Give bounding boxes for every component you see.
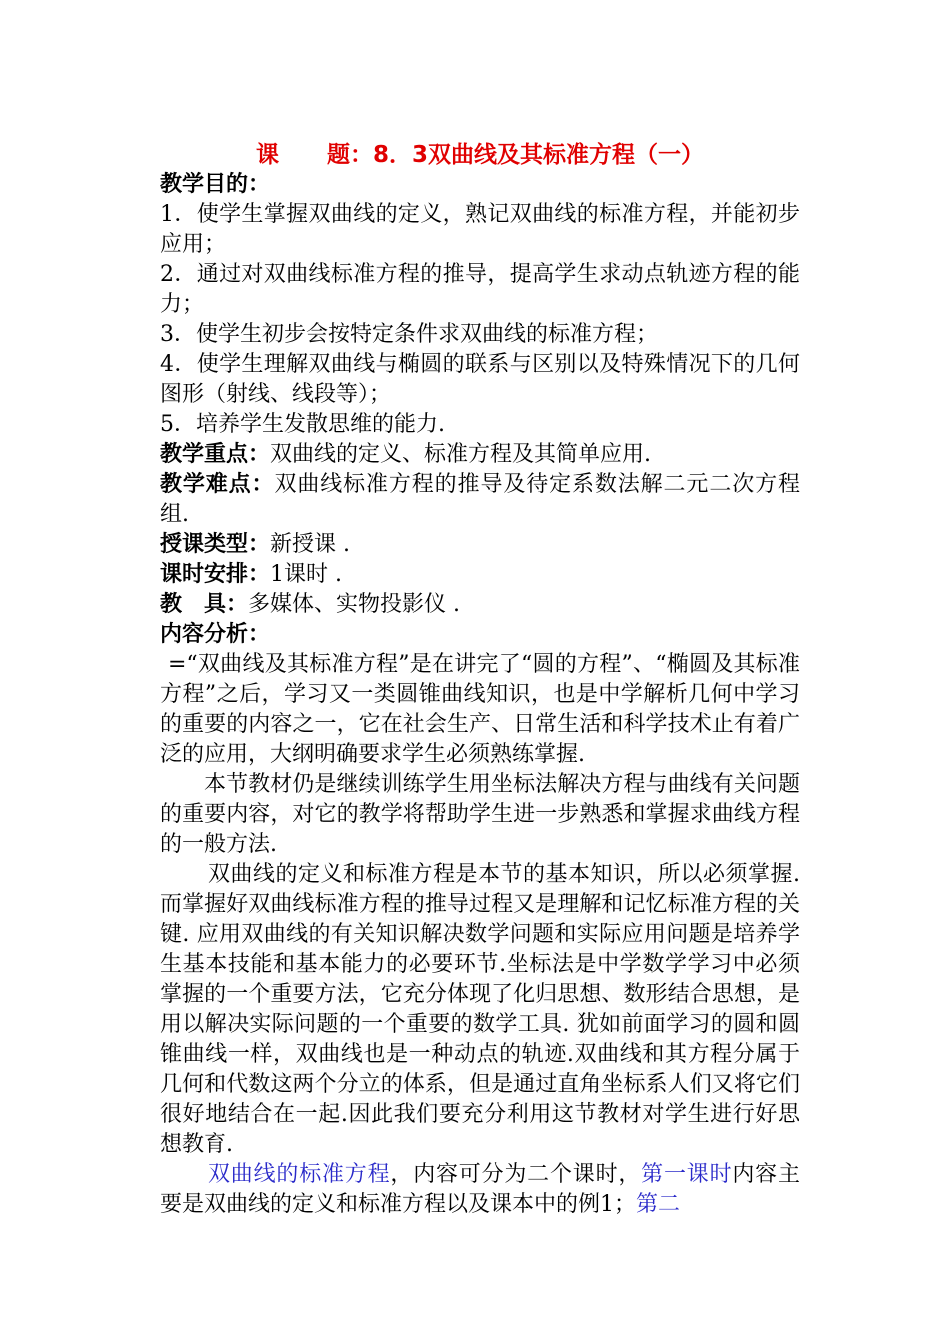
focus-text: 双曲线的定义、标准方程及其简单应用.: [270, 442, 652, 467]
objective-item-3: 3．使学生初步会按特定条件求双曲线的标准方程；: [160, 322, 658, 347]
difficulty-label: 教学难点：: [160, 472, 275, 497]
difficulty-line: [160, 470, 800, 530]
lesson-type-line: [160, 530, 800, 560]
tools-text: 多媒体、实物投影仪 .: [248, 592, 461, 617]
schedule-text: 1课时 .: [270, 562, 342, 587]
objectives-heading: 教学目的：: [160, 172, 271, 197]
link-hyperbola-standard-equation[interactable]: 双曲线的标准方程: [208, 1162, 391, 1187]
focus-label: 教学重点：: [160, 442, 271, 467]
link-second-lesson[interactable]: 第二: [636, 1192, 681, 1217]
objective-item-4: 4．使学生理解双曲线与椭圆的联系与区别以及特殊情况下的几何图形（射线、线段等）；: [160, 352, 800, 407]
page-title: 课 题：8．3双曲线及其标准方程（一）: [255, 142, 704, 168]
analysis-paragraph-4: 双曲线的标准方程，内容可分为二个课时，第一课时内容主要是双曲线的定义和标准方程以及课本中的例1；第二: [160, 1162, 800, 1217]
objective-item-1: 1．使学生掌握双曲线的定义，熟记双曲线的标准方程，并能初步应用；: [160, 202, 800, 257]
lesson-type-text: 新授课 .: [270, 532, 351, 557]
schedule-label: 课时安排：: [160, 562, 271, 587]
lesson-type-label: 授课类型：: [160, 532, 271, 557]
link-first-lesson[interactable]: 第一课时: [641, 1162, 733, 1187]
tools-label: 教 具：: [160, 592, 249, 617]
difficulty-text: 双曲线标准方程的推导及待定系数法解二元二次方程组.: [160, 472, 800, 527]
analysis-paragraph-3: 双曲线的定义和标准方程是本节的基本知识，所以必须掌握.而掌握好双曲线标准方程的推导过程又是理解和记忆标准方程的关键. 应用双曲线的有关知识解决数学问题和实际应用问题是培养学生基本技能和基本能力的必要环节.坐标法是中学数学学习中必须掌握的一个重要方法，它充分体现了化归思想、数形结合思想，是用以解决实际问题的一个重要的数学工具. 犹如前面学习的圆和圆锥曲线一样，双曲线也是一种动点的轨迹.双曲线和其方程分属于几何和代数这两个分立的体系，但是通过直角坐标系人们又将它们很好地结合在一起.因此我们要充分利用这节教材对学生进行好思想教育.: [160, 862, 800, 1157]
document-page: [160, 140, 800, 1220]
schedule-line: [160, 560, 800, 590]
objective-item-2: 2．通过对双曲线标准方程的推导，提高学生求动点轨迹方程的能力；: [160, 262, 800, 317]
analysis-paragraph-2: 本节教材仍是继续训练学生用坐标法解决方程与曲线有关问题的重要内容，对它的教学将帮助学生进一步熟悉和掌握求曲线方程的一般方法.: [160, 772, 800, 857]
analysis-heading: 内容分析：: [160, 622, 271, 647]
analysis-paragraph-1: =“双曲线及其标准方程”是在讲完了“圆的方程”、“椭圆及其标准方程”之后，学习又一类圆锥曲线知识，也是中学解析几何中学习的重要的内容之一，它在社会生产、日常生活和科学技术止有着广泛的应用，大纲明确要求学生必须熟练掌握.: [160, 652, 800, 767]
objective-item-5: 5．培养学生发散思维的能力.: [160, 412, 445, 437]
focus-line: [160, 440, 800, 470]
tools-line: [160, 590, 800, 620]
